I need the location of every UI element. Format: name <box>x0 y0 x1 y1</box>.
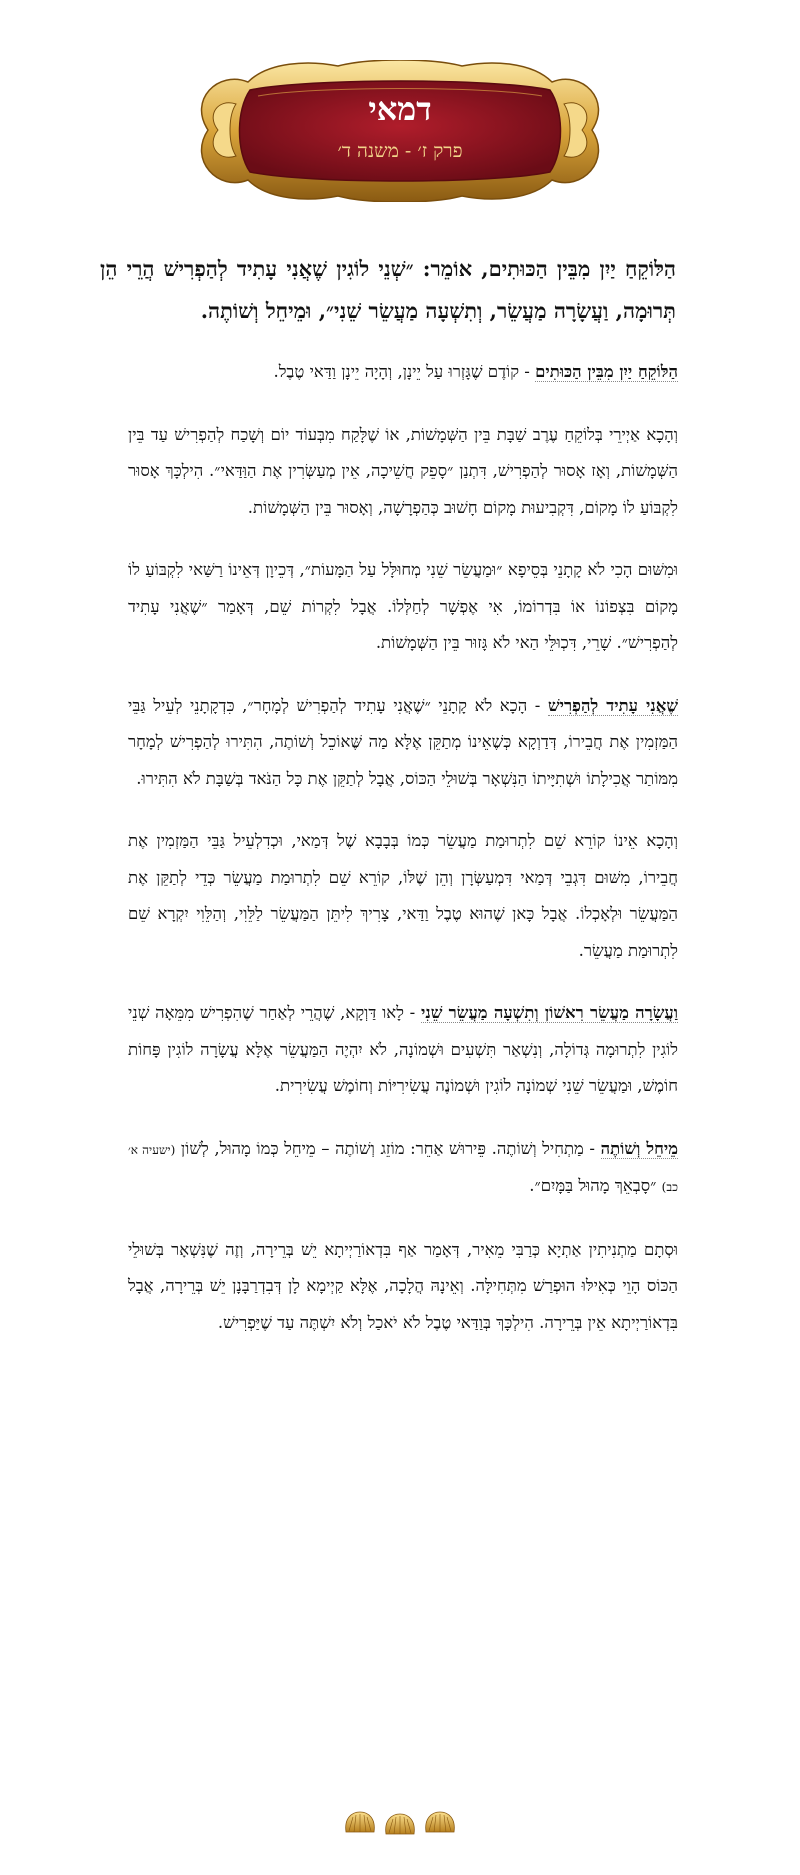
mishna-text <box>100 248 706 332</box>
paragraph-text: - הָכָא לֹא קָתָנֵי ״שֶׁאֲנִי עָתִיד לְהַפְרִישׁ לְמָחָר״, כִּדְקָתָנֵי לְעֵיל גַּבֵּי הַמַּזְמִין אֶת חֲבֵירוֹ, דְּדַוְקָא כְּשֶׁאֵינוֹ מְתַקֵּן אֶלָּא מַה שֶּׁאוֹכֵל וְשׁוֹתֶה, הִתִּירוּ לְהַפְרִישׁ לְמָחָר מִמּוֹתַר אֲכִילָתוֹ וּשְׁתִיָּיתוֹ הַנִּשְׁאָר בְּשׁוּלֵי הַכּוֹס, אֲבָל לְתַקֵּן אֶת כָּל הַנֹּאד בְּשַׁבָּת לֹא הִתִּירוּ. <box>128 695 678 788</box>
paragraph-text: וּסְתָם מַתְנִיתִין אַתְיָא כְּרַבִּי מֵאִיר, דְּאָמַר אַף בִּדְאוֹרַיְיתָא יֵשׁ בְּרֵירָה, וְזֶה שֶׁנִּשְׁאָר בְּשׁוּלֵי הַכּוֹס הָוֵי כְּאִילּוּ הוּפְרַשׁ מִתְּחִילָּה. וְאֵינָהּ הֲלָכָה, אֶלָּא קַיְימָא לָן דְּבִדְרַבָּנָן יֵשׁ בְּרֵירָה, אֲבָל בִּדְאוֹרַיְיתָא אֵין בְּרֵירָה. הִילְכָּךְ בְּוַדַּאי טֶבֶל לֹא יֹאכַל וְלֹא יִשְׁתֶּה עַד שֶׁיַּפְרִישׁ. <box>128 1239 678 1332</box>
commentary-paragraph <box>100 1232 706 1342</box>
page-subtitle: פרק ז׳ - משנה ד׳ <box>337 140 463 162</box>
mishna-body: ״שְׁנֵי לוֹגִין שֶׁאֲנִי עָתִיד לְהַפְרִישׁ הֲרֵי הֵן תְּרוּמָה, וַעֲשָׂרָה מַעֲשֵׂר, וְתִשְׁעָה מַעֲשֵׂר שֵׁנִי״, וּמֵיחֵל וְשׁוֹתֶה. <box>100 256 676 323</box>
paragraph-text: וּמִשּׁוּם הָכִי לֹא קָתָנֵי בְּסֵיפָא ״וּמַעֲשֵׂר שֵׁנִי מְחוּלָּל עַל הַמָּעוֹת״, דְּכֵיוָן דְּאֵינוֹ רַשַּׁאי לִקְבּוֹעַ לוֹ מָקוֹם בִּצְפוֹנוֹ אוֹ בִּדְרוֹמוֹ, אִי אֶפְשָׁר לְחַלְּלוֹ. אֲבָל לִקְרוֹת שֵׁם, דְּאָמַר ״שֶׁאֲנִי עָתִיד לְהַפְרִישׁ״. שָׁרֵי, דִּכְוּלֵּי הַאי לֹא גָּזוּר בֵּין הַשְּׁמָשׁוֹת. <box>128 560 678 652</box>
paragraph-text: - מַתְחִיל וְשׁוֹתֶה. פֵּירוּשׁ אַחֵר: מוֹזֵג וְשׁוֹתֶה – מֵיחֵל כְּמוֹ מָהוּל, לְשׁוֹן <box>175 1138 601 1158</box>
commentary-paragraph <box>100 417 706 527</box>
commentary-content <box>100 248 706 1367</box>
commentary-paragraph <box>100 688 706 798</box>
commentary-paragraph <box>100 823 706 969</box>
mishna-lead: הַלּוֹקֵחַ יַיִן מִבֵּין הַכּוּתִים, אוֹמֵר: <box>422 256 676 281</box>
paragraph-text: וְהָכָא אַיְירֵי בְּלוֹקֵחַ עֶרֶב שַׁבָּת בֵּין הַשְּׁמָשׁוֹת, אוֹ שֶׁלָּקַח מִבְּעוֹד יוֹם וְשָׁכַח לְהַפְרִישׁ עַד בֵּין הַשְּׁמָשׁוֹת, וְאָז אָסוּר לְהַפְרִישׁ, דִּתְנַן ״סָפֵק חֲשֵׁיכָה, אֵין מְעַשְּׂרִין אֶת הַוַּדַּאי״. הִילְכָּךְ אָסוּר לִקְבּוֹעַ לוֹ מָקוֹם, דִּקְבִיעוּת מָקוֹם חָשׁוּב כְּהַפְרָשָׁה, וְאָסוּר בֵּין הַשְּׁמָשׁוֹת. <box>128 424 678 517</box>
scroll-ornament-icon <box>188 60 612 202</box>
dibbur-hamatchil: הַלּוֹקֵחַ יַיִן מִבֵּין הַכּוּתִים <box>535 362 678 381</box>
commentary-paragraph <box>100 354 706 391</box>
paragraph-text: - לָאו דַּוְקָא, שֶׁהֲרֵי לְאַחַר שֶׁהִפְרִישׁ מִמֵּאָה שְׁנֵי לוֹגִין לִתְרוּמָה גְּדוֹלָה, וְנִשְׁאַר תִּשְׁעִים וּשְׁמוֹנָה, לֹא יִהְיֶה הַמַּעֲשֵׂר אֶלָּא עֲשָׂרָה לוֹגִין פָּחוֹת חוֹמֶשׁ, וּמַעֲשֵׂר שֵׁנִי שְׁמוֹנָה לוֹגִין וּשְׁמוֹנֶה עֲשִׂירִיּוֹת וְחוֹמֶשׁ עֲשִׂירִית. <box>128 1003 678 1095</box>
verse-reference: (ישעיה א׳ כב) <box>128 1142 678 1194</box>
paragraph-text: וְהָכָא אֵינוֹ קוֹרֵא שֵׁם לִתְרוּמַת מַעֲשֵׂר כְּמוֹ בְּבָבָא שֶׁל דְּמַאי, וּכְדִלְעֵיל גַּבֵּי הַמַּזְמִין אֶת חֲבֵירוֹ, מִשּׁוּם דִּגְבֵי דְּמַאי דִּמְעַשְּׂרָן וְהֵן שֶׁלּוֹ, קוֹרֵא שֵׁם לִתְרוּמַת מַעֲשֵׂר כְּדֵי לְתַקֵּן אֶת הַמַּעֲשֵׂר וּלְאָכְלוֹ. אֲבָל כָּאן שֶׁהוּא טֶבֶל וַדַּאי, צָרִיךְ לִיתֵּן הַמַּעֲשֵׂר לַלֵּוִי, וְהַלֵּוִי יִקְרָא שֵׁם לִתְרוּמַת מַעֲשֵׂר. <box>128 831 678 960</box>
dibbur-hamatchil: מֵיחֵל וְשׁוֹתֶה <box>600 1138 679 1158</box>
commentary-paragraph <box>100 1131 706 1206</box>
title-banner <box>188 60 612 202</box>
commentary-paragraph <box>100 552 706 662</box>
page-title: דמאי <box>368 90 432 128</box>
dibbur-hamatchil: שֶׁאֲנִי עָתִיד לְהַפְרִישׁ <box>547 695 678 715</box>
paragraph-text: - קוֹדֶם שֶׁגָּזְרוּ עַל יֵינָן, וְהָיָה יֵינָן וַדַּאי טֶבֶל. <box>273 362 536 381</box>
shell-ornament-icon <box>340 1808 460 1838</box>
dibbur-hamatchil: וַעֲשָׂרָה מַעֲשֵׂר רִאשׁוֹן וְתִשְׁעָה מַעֲשֵׂר שֵׁנִי <box>421 1003 678 1022</box>
paragraph-tail: ״סָבְאֵךְ מָהוּל בַּמָּיִם״. <box>529 1176 662 1195</box>
commentary-paragraph <box>100 995 706 1105</box>
